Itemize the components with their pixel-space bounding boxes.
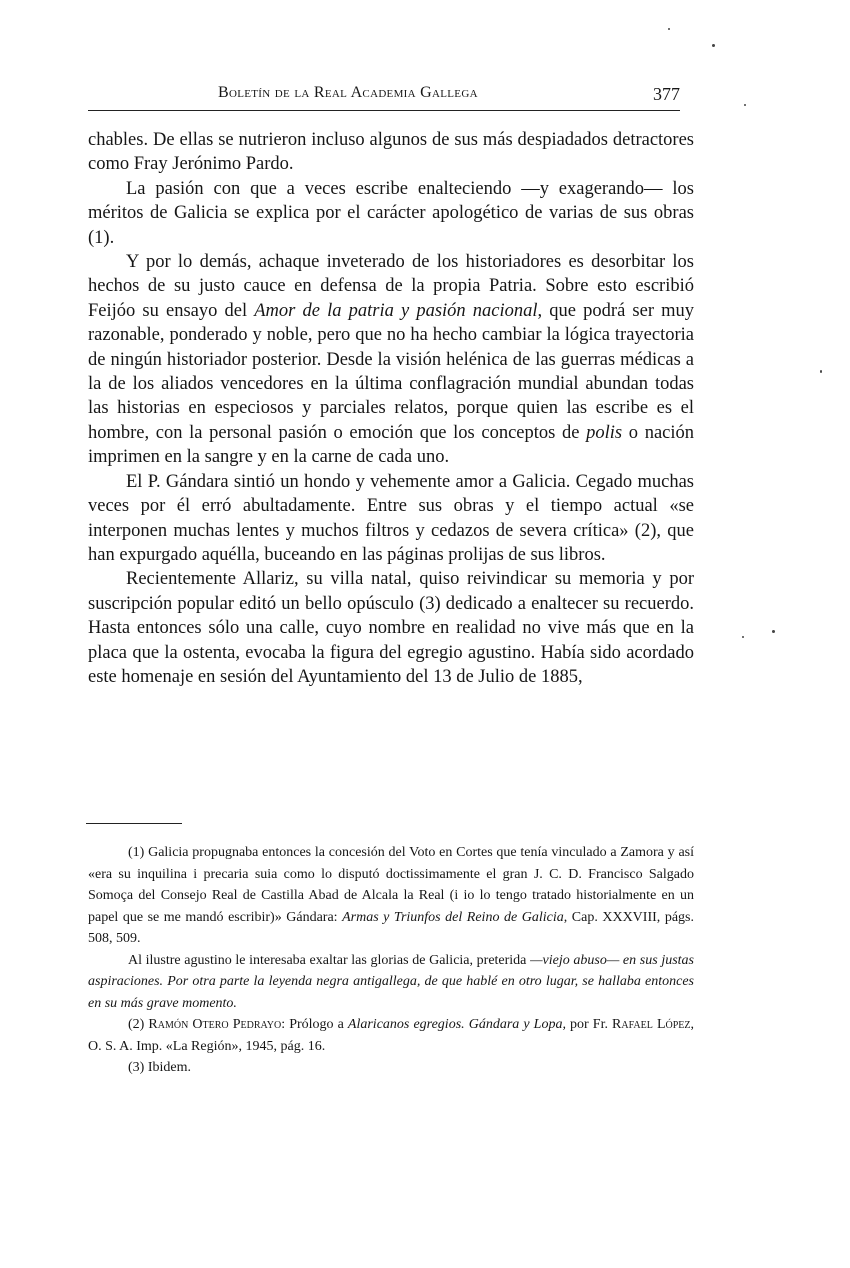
footnote-1 <box>88 842 694 950</box>
term-polis: polis <box>586 422 623 443</box>
footnote-2-text-a: : Prólogo a <box>281 1017 348 1032</box>
footnote-2-work-title: Alaricanos egregios. Gándara y Lopa, <box>347 1017 566 1032</box>
footnote-2-text-c: , O. S. A. Imp. «La Región», 1945, pág. 16. <box>88 1017 694 1054</box>
footnote-2 <box>88 1014 694 1057</box>
paragraph-4: El P. Gándara sintió un hondo y vehemente amor a Galicia. Cegado muchas veces por él erró abultadamente. Entre sus obras y el tiempo actual «se interponen muchas lentes y muchos filtros y cedazos de severa crítica» (2), que han expurgado aquélla, buceando en las páginas prolijas de sus libros. <box>88 471 694 565</box>
footnote-1-work-title: Armas y Triunfos del Reino de Galicia <box>342 909 564 925</box>
footnote-1-continuation <box>88 950 694 1015</box>
footnotes <box>88 842 694 1079</box>
scan-speck <box>744 104 746 106</box>
scan-speck <box>668 28 670 30</box>
header-rule <box>88 110 680 111</box>
page-header <box>88 84 680 106</box>
footnote-1-cont-text-a: Al ilustre agustino le interesaba exaltar las glorias de Galicia, preterida <box>128 952 531 968</box>
footnote-2-number: (2) <box>128 1017 145 1032</box>
scan-speck <box>742 636 744 638</box>
footnote-1-text-a: (1) Galicia propugnaba entonces la concesión del Voto en Cortes que tenía vinculado a Zamora y así «era su inquilina i precaria suia como lo disputó doctissimamente el gran J. C. D. Francisco Salgado Somoça del Consejo Real de Castilla Abad de Alcala la Real (i io lo tengo tratado historialmente en un papel que se me mandó escribir)» Gándara: <box>88 845 694 925</box>
footnote-2-text-b: por Fr. <box>565 1017 613 1032</box>
running-title: Boletín de la Real Academia Gallega <box>218 84 478 101</box>
scan-speck <box>712 44 715 47</box>
paragraph-3-text-b: , que podrá ser muy razonable, ponderado y noble, pero que no ha hecho cambiar la lógica trayectoria de ningún historiador posterior. Desde la visión helénica de las guerras médicas a la de los aliados vencedores en la última conflagración mundial abundan todas las historias en especiosos y parciales relatos, porque quien las escribe es el hombre, con la personal pasión o emoción que los conceptos de <box>88 300 695 443</box>
footnote-rule <box>86 823 182 824</box>
scan-speck <box>820 370 822 373</box>
work-title-amor-de-la-patria: Amor de la patria y pasión nacional <box>254 300 538 321</box>
paragraph-2: La pasión con que a veces escribe enalteciendo —y exagerando— los méritos de Galicia se explica por el carácter apologético de varias de sus obras (1). <box>88 178 694 248</box>
page-number: 377 <box>653 84 680 104</box>
paragraph-1: chables. De ellas se nutrieron incluso algunos de sus más despiadados detractores como Fray Jerónimo Pardo. <box>88 130 694 175</box>
footnote-1-text-b: , Cap. XXXVIII, págs. 508, 509. <box>88 909 694 946</box>
footnote-2-author-2: Rafael López <box>612 1017 691 1032</box>
paragraph-5: Recientemente Allariz, su villa natal, quiso reivindicar su memoria y por suscripción popular editó un bello opúsculo (3) dedicado a enaltecer su recuerdo. Hasta entonces sólo una calle, cuyo nombre en realidad no vive más que en la placa que la ostenta, evocaba la figura del egregio agustino. Había sido acordado este homenaje en sesión del Ayuntamiento del 13 de Julio de 1885, <box>88 569 694 687</box>
paragraph-3-text-c: o nación imprimen en la sangre y en la carne de cada uno. <box>88 422 695 468</box>
footnote-2-author: Ramón Otero Pedrayo <box>148 1017 282 1032</box>
footnote-1-cont-text-italic: —viejo abuso— en sus justas aspiraciones. Por otra parte la leyenda negra antigallega, de que hablé en otro lugar, se hallaba entonces en su más grave momento. <box>88 952 695 1011</box>
footnote-3: (3) Ibidem. <box>128 1060 191 1075</box>
paragraph-3-text-a: Y por lo demás, achaque inveterado de los historiadores es desorbitar los hechos de su justo cauce en defensa de la propia Patria. Sobre esto escribió Feijóo su ensayo del <box>88 252 694 321</box>
scan-speck <box>772 630 775 633</box>
main-text <box>88 128 694 689</box>
paragraph-3 <box>88 250 694 470</box>
